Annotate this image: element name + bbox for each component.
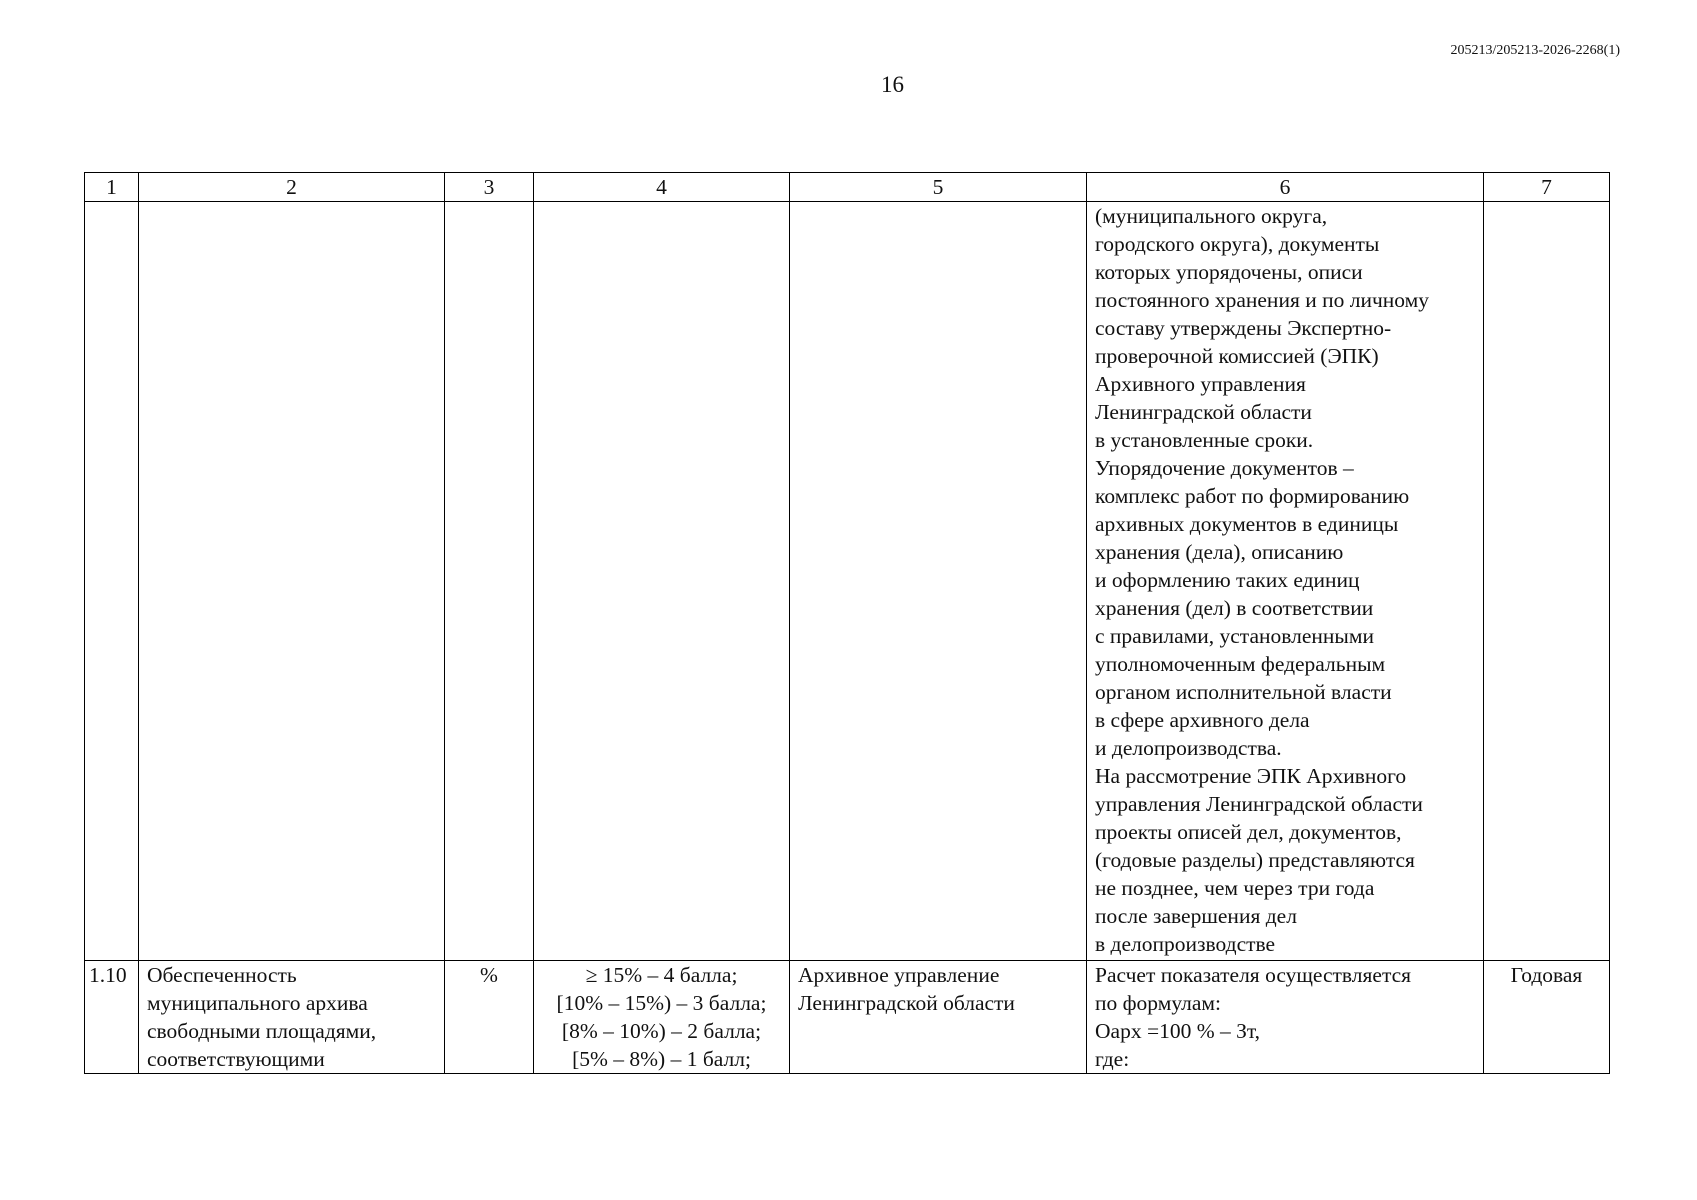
table-header-row bbox=[85, 173, 1610, 202]
unit-cell: % bbox=[445, 961, 534, 1074]
text-line: хранения (дела), описанию bbox=[1095, 540, 1344, 564]
text-line: с правилами, установленными bbox=[1095, 624, 1374, 648]
text-line: в установленные сроки. bbox=[1095, 428, 1314, 452]
text-line: которых упорядочены, описи bbox=[1095, 260, 1363, 284]
text-line: [5% – 8%) – 1 балл; bbox=[572, 1047, 751, 1071]
text-line: по формулам: bbox=[1095, 991, 1221, 1015]
header-cell: 2 bbox=[139, 173, 445, 202]
indicator-name-cell bbox=[139, 961, 445, 1074]
text-line: На рассмотрение ЭПК Архивного bbox=[1095, 764, 1407, 788]
text-line: после завершения дел bbox=[1095, 904, 1297, 928]
header-cell: 7 bbox=[1484, 173, 1610, 202]
header-cell: 5 bbox=[790, 173, 1087, 202]
text-line: в сфере архивного дела bbox=[1095, 708, 1310, 732]
text-line: где: bbox=[1095, 1047, 1130, 1071]
empty-cell bbox=[790, 202, 1087, 961]
text-line: [8% – 10%) – 2 балла; bbox=[561, 1019, 762, 1043]
text-line: Упорядочение документов – bbox=[1095, 456, 1354, 480]
header-cell: 6 bbox=[1087, 173, 1484, 202]
calculation-method-cell bbox=[1087, 961, 1484, 1074]
text-line: управления Ленинградской области bbox=[1095, 792, 1423, 816]
text-line: соответствующими bbox=[147, 1047, 325, 1071]
text-line: проекты описей дел, документов, bbox=[1095, 820, 1402, 844]
text-line: Ленинградской области bbox=[1095, 400, 1312, 424]
text-line: Архивное управление bbox=[798, 963, 1000, 987]
empty-cell bbox=[139, 202, 445, 961]
text-line: свободными площадями, bbox=[147, 1019, 377, 1043]
text-line: городского округа), документы bbox=[1095, 232, 1380, 256]
text-line: хранения (дел) в соответствии bbox=[1095, 596, 1374, 620]
header-cell: 3 bbox=[445, 173, 534, 202]
header-cell: 1 bbox=[85, 173, 139, 202]
text-line: составу утверждены Экспертно- bbox=[1095, 316, 1392, 340]
text-line: не позднее, чем через три года bbox=[1095, 876, 1375, 900]
text-line: муниципального архива bbox=[147, 991, 368, 1015]
text-line: Расчет показателя осуществляется bbox=[1095, 963, 1412, 987]
text-line: органом исполнительной власти bbox=[1095, 680, 1392, 704]
document-id: 205213/205213-2026-2268(1) bbox=[1450, 43, 1620, 58]
empty-cell bbox=[445, 202, 534, 961]
text-line: Ленинградской области bbox=[798, 991, 1015, 1015]
text-line: Оарх =100 % – Зт, bbox=[1095, 1019, 1261, 1043]
text-line: проверочной комиссией (ЭПК) bbox=[1095, 344, 1379, 368]
text-line: и делопроизводства. bbox=[1095, 736, 1282, 760]
indicators-table bbox=[84, 172, 1610, 1074]
text-line: Обеспеченность bbox=[147, 963, 297, 987]
text-line: архивных документов в единицы bbox=[1095, 512, 1399, 536]
scoring-scale-cell bbox=[534, 961, 790, 1074]
text-line: ≥ 15% – 4 балла; bbox=[585, 963, 738, 987]
text-line: (годовые разделы) представляются bbox=[1095, 848, 1415, 872]
text-line: постоянного хранения и по личному bbox=[1095, 288, 1429, 312]
empty-cell bbox=[534, 202, 790, 961]
table-row bbox=[85, 202, 1610, 961]
table-row bbox=[85, 961, 1610, 1074]
text-line: уполномоченным федеральным bbox=[1095, 652, 1386, 676]
row-number: 1.10 bbox=[85, 961, 139, 1074]
text-line: в делопроизводстве bbox=[1095, 932, 1276, 956]
methodology-continuation-cell bbox=[1087, 202, 1484, 961]
text-line: [10% – 15%) – 3 балла; bbox=[556, 991, 767, 1015]
empty-cell bbox=[1484, 202, 1610, 961]
periodicity-cell: Годовая bbox=[1484, 961, 1610, 1074]
text-line: и оформлению таких единиц bbox=[1095, 568, 1360, 592]
text-line: комплекс работ по формированию bbox=[1095, 484, 1410, 508]
header-cell: 4 bbox=[534, 173, 790, 202]
text-line: Архивного управления bbox=[1095, 372, 1306, 396]
empty-cell bbox=[85, 202, 139, 961]
text-line: (муниципального округа, bbox=[1095, 204, 1328, 228]
data-source-cell bbox=[790, 961, 1087, 1074]
page-number: 16 bbox=[881, 72, 904, 97]
